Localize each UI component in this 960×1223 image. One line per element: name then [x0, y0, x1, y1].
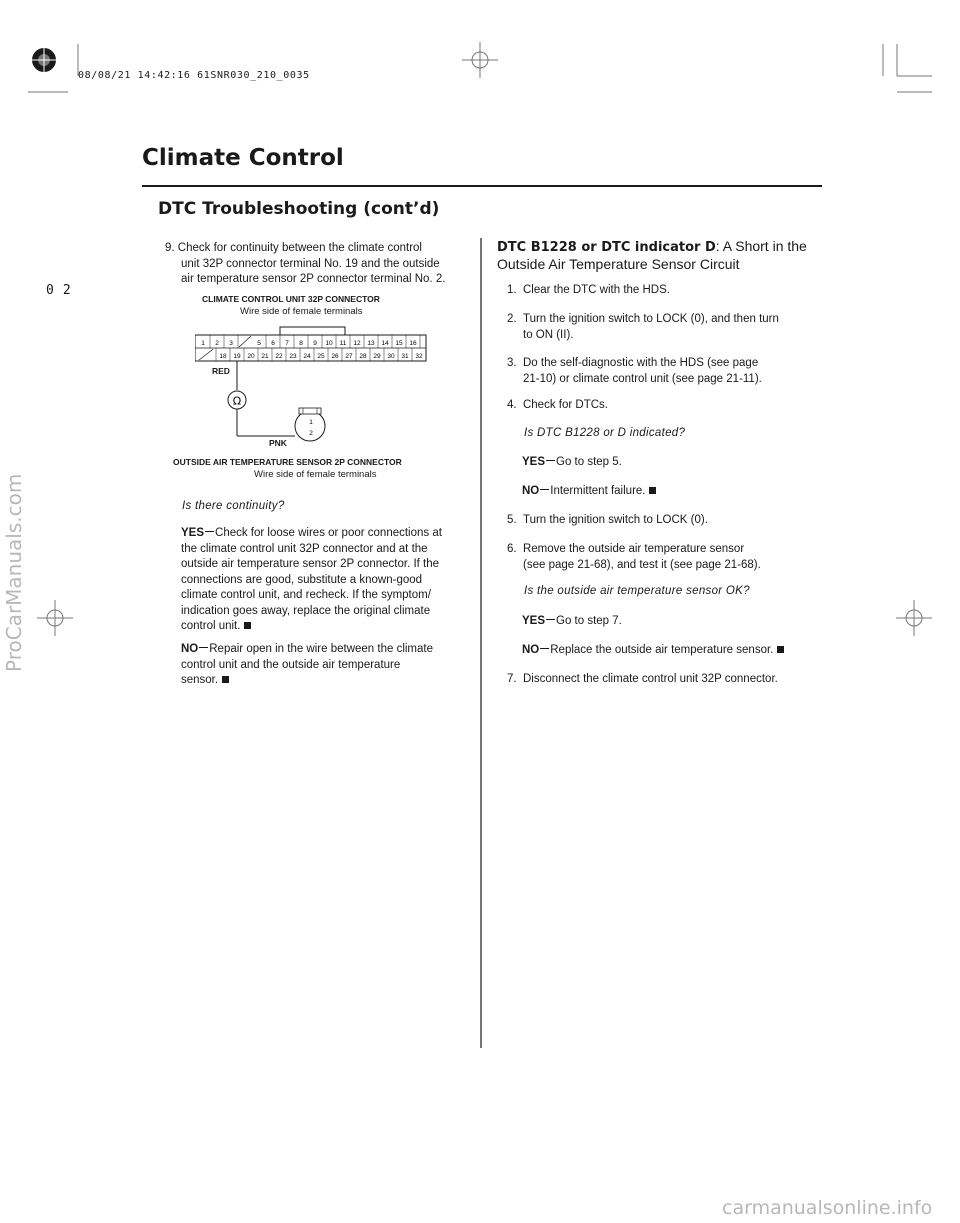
- registration-crosshair-icon: [896, 600, 932, 636]
- step-text-line: unit 32P connector terminal No. 19 and the outside: [181, 257, 440, 270]
- end-block-icon: [222, 676, 229, 683]
- step-text: 21-10) or climate control unit (see page 21-11).: [523, 372, 762, 385]
- no-label: NO: [522, 644, 540, 656]
- no-text: Replace the outside air temperature sensor.: [550, 644, 774, 656]
- dtc-heading-line2: Outside Air Temperature Sensor Circuit: [497, 256, 740, 272]
- empty-pin-mark: [239, 336, 251, 347]
- dtc-heading: [497, 238, 827, 272]
- question-continuity: Is there continuity?: [182, 500, 285, 512]
- unit-pin-top: 7: [285, 340, 289, 347]
- no-branch-1: [522, 484, 656, 500]
- unit-pin-bottom: 18: [219, 353, 227, 360]
- unit-pin-bottom: 31: [401, 353, 409, 360]
- step-text: (see page 21-68), and test it (see page 21-68).: [523, 558, 761, 571]
- step-number: 2.: [507, 313, 517, 325]
- unit-pin-bottom: 32: [415, 353, 423, 360]
- bottom-watermark: carmanualsonline.info: [722, 1197, 933, 1219]
- step-text-line: Check for continuity between the climate control: [177, 242, 422, 254]
- yes-text: Go to step 7.: [556, 615, 622, 627]
- print-stamp: 08/08/21 14:42:16 61SNR030_210_0035: [78, 70, 310, 81]
- unit-pin-top: 11: [339, 340, 347, 347]
- unit-pin-top: 10: [325, 340, 333, 347]
- no-text-line: sensor.: [181, 674, 219, 686]
- ohm-symbol: Ω: [232, 394, 242, 408]
- no-text-line: control unit and the outside air temperature: [181, 658, 401, 671]
- page-title: Climate Control: [142, 145, 344, 171]
- empty-pin-mark: [199, 349, 213, 360]
- wire-color-red: RED: [212, 366, 230, 376]
- yes-label: YES: [522, 615, 546, 627]
- step-text-line: air temperature sensor 2P connector terminal No. 2.: [181, 273, 446, 285]
- unit-pin-top: 12: [353, 340, 361, 347]
- step-text: Turn the ignition switch to LOCK (0).: [522, 514, 708, 526]
- unit-connector-label: CLIMATE CONTROL UNIT 32P CONNECTOR: [202, 294, 380, 304]
- unit-pin-top: 9: [313, 340, 317, 347]
- step-number: 3.: [507, 357, 517, 369]
- unit-pin-bottom: 20: [247, 353, 255, 360]
- margin-mark: 0 2: [46, 283, 72, 298]
- wire-color-pnk: PNK: [269, 438, 287, 448]
- no-label: NO: [522, 485, 540, 497]
- step-3: [507, 356, 827, 387]
- unit-pin-bottom: 26: [331, 353, 339, 360]
- step-number: 1.: [507, 284, 517, 296]
- unit-pin-bottom: 30: [387, 353, 395, 360]
- unit-connector-sublabel: Wire side of female terminals: [240, 306, 363, 317]
- unit-pin-bottom: 29: [373, 353, 381, 360]
- unit-pin-bottom: 24: [303, 353, 311, 360]
- step-5: [507, 513, 827, 529]
- side-watermark: ProCarManuals.com: [2, 473, 26, 672]
- unit-pin-top: 3: [229, 340, 233, 347]
- sensor-pin-2: 2: [309, 430, 313, 437]
- step-text: Check for DTCs.: [522, 399, 608, 411]
- yes-text-line: outside air temperature sensor 2P connector. If the: [181, 558, 440, 570]
- dtc-heading-rest: : A Short in the: [715, 238, 807, 254]
- unit-pin-top: 13: [367, 340, 375, 347]
- yes-branch-1: [522, 455, 622, 471]
- sensor-connector-sublabel: Wire side of female terminals: [254, 469, 377, 480]
- step-text: Do the self-diagnostic with the HDS (see page: [522, 357, 759, 369]
- yes-text-line: connections are good, substitute a known-good: [181, 573, 423, 586]
- dtc-heading-bold: DTC B1228 or DTC indicator D: [497, 240, 716, 255]
- step-number: 7.: [507, 673, 517, 685]
- yes-text-line: climate control unit, and recheck. If the symptom/: [181, 589, 431, 601]
- end-block-icon: [649, 487, 656, 494]
- step-text: Turn the ignition switch to LOCK (0), and then turn: [522, 313, 779, 325]
- step-text: Remove the outside air temperature sensor: [522, 543, 745, 555]
- step-text: to ON (II).: [523, 328, 574, 341]
- unit-pin-top: 14: [381, 340, 389, 347]
- wiring-diagram: [195, 318, 435, 448]
- unit-pin-bottom: 28: [359, 353, 367, 360]
- yes-label: YES: [181, 527, 205, 539]
- yes-branch: [181, 526, 481, 635]
- unit-pin-bottom: 25: [317, 353, 325, 360]
- end-block-icon: [244, 622, 251, 629]
- step-7: [507, 672, 827, 688]
- page-subtitle: DTC Troubleshooting (cont’d): [158, 199, 440, 219]
- yes-text: Go to step 5.: [556, 456, 622, 468]
- yes-branch-2: [522, 614, 622, 630]
- no-label: NO: [181, 643, 199, 655]
- unit-pin-top: 1: [201, 340, 205, 347]
- question-sensor-ok: Is the outside air temperature sensor OK?: [524, 585, 750, 597]
- unit-pin-bottom: 22: [275, 353, 283, 360]
- unit-pin-top: 5: [257, 340, 261, 347]
- no-text: Intermittent failure.: [550, 485, 646, 497]
- unit-pin-top: 2: [215, 340, 219, 347]
- question-dtc-indicated: Is DTC B1228 or D indicated?: [524, 427, 686, 439]
- unit-pin-bottom: 23: [289, 353, 297, 360]
- sensor-pin-1: 1: [309, 419, 313, 426]
- step-9: [165, 241, 475, 288]
- sensor-connector-label: OUTSIDE AIR TEMPERATURE SENSOR 2P CONNECTOR: [173, 457, 402, 467]
- yes-text-line: the climate control unit 32P connector and at the: [181, 542, 428, 555]
- step-number: 6.: [507, 543, 517, 555]
- step-number: 9.: [165, 242, 175, 254]
- step-text: Clear the DTC with the HDS.: [522, 284, 670, 296]
- unit-pin-top: 8: [299, 340, 303, 347]
- registration-target-icon: [28, 44, 60, 76]
- unit-pin-bottom: 27: [345, 353, 353, 360]
- registration-crosshair-icon: [37, 600, 73, 636]
- step-number: 5.: [507, 514, 517, 526]
- yes-text-line: control unit.: [181, 620, 241, 632]
- step-number: 4.: [507, 399, 517, 411]
- no-branch: [181, 642, 481, 689]
- end-block-icon: [777, 646, 784, 653]
- unit-pin-bottom: 21: [261, 353, 269, 360]
- unit-pin-top: 15: [395, 340, 403, 347]
- unit-pin-bottom: 19: [233, 353, 241, 360]
- step-1: [507, 283, 827, 299]
- step-6: [507, 542, 827, 573]
- no-text-line: Repair open in the wire between the climate: [209, 643, 433, 655]
- unit-pin-top: 6: [271, 340, 275, 347]
- no-branch-2: [522, 643, 784, 659]
- yes-text-line: Check for loose wires or poor connections at: [215, 527, 442, 539]
- yes-label: YES: [522, 456, 546, 468]
- registration-crosshair-icon: [462, 42, 498, 78]
- unit-pin-top: 16: [409, 340, 417, 347]
- step-4: [507, 398, 827, 414]
- yes-text-line: indication goes away, replace the original climate: [181, 604, 431, 617]
- step-text: Disconnect the climate control unit 32P connector.: [522, 673, 778, 685]
- step-2: [507, 312, 827, 343]
